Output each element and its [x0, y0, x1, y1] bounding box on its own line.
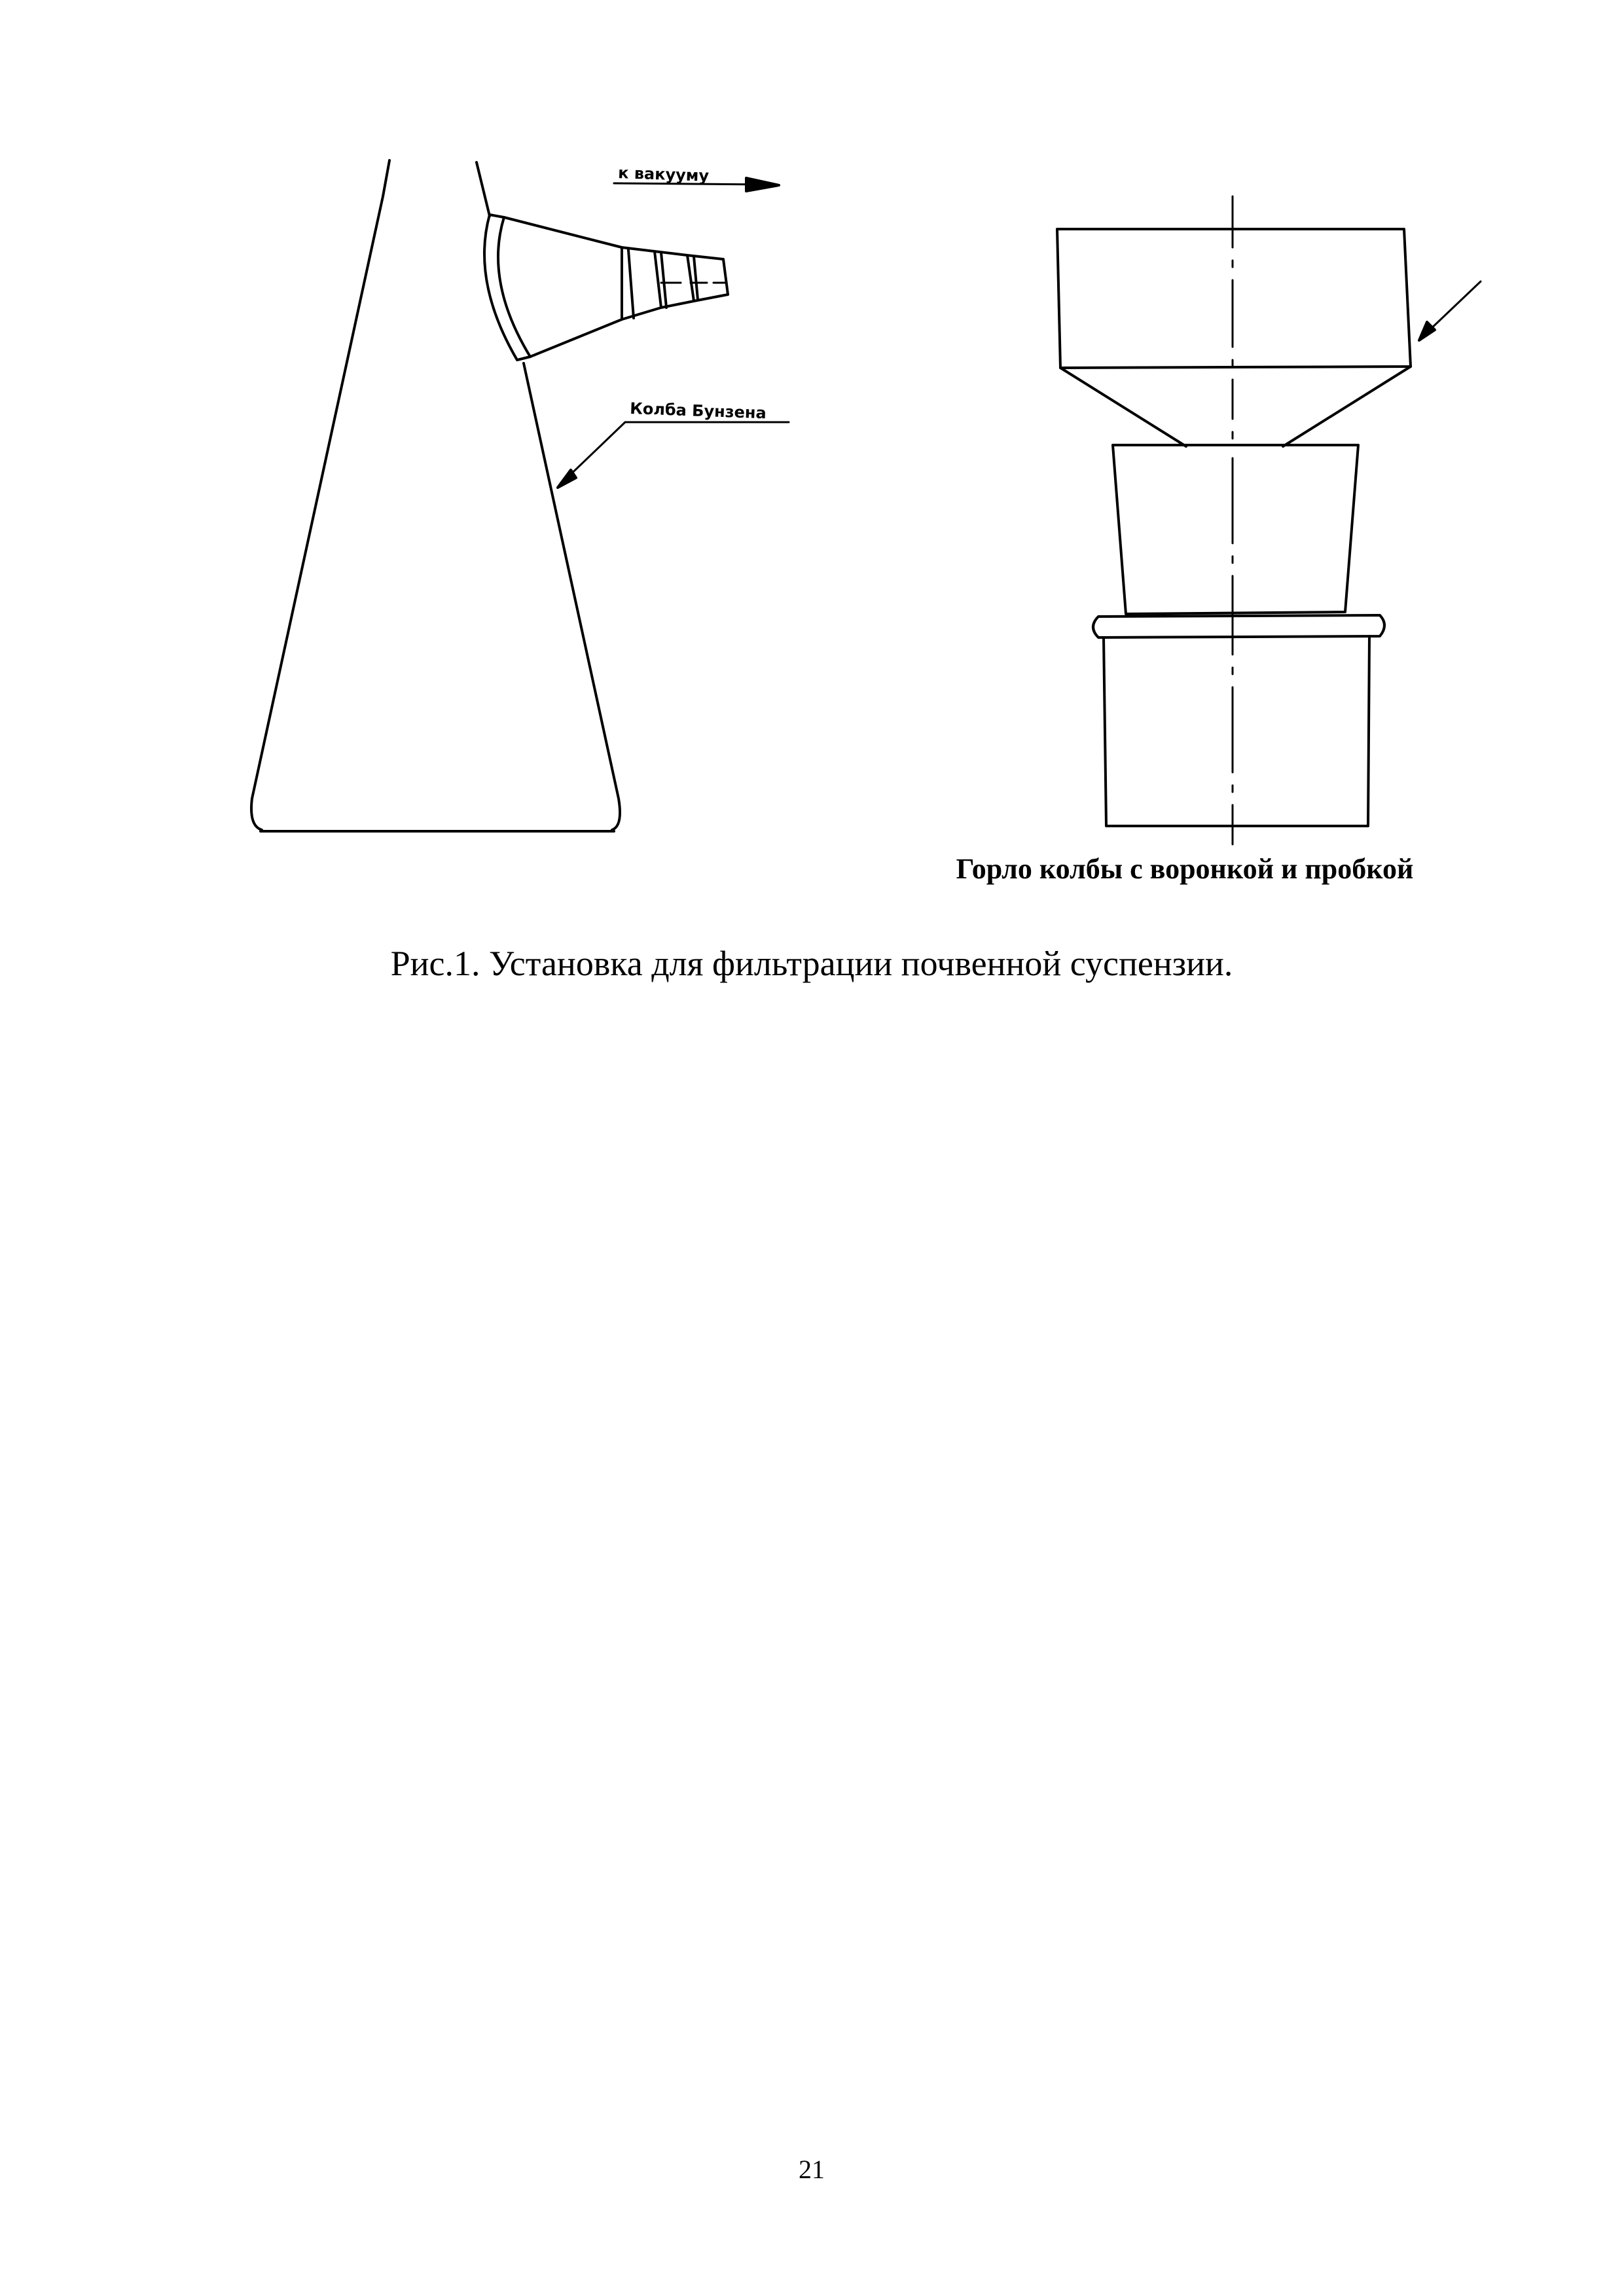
flask-neck-drawing — [1057, 229, 1481, 826]
neck-caption: Горло колбы с воронкой и пробкой — [956, 853, 1414, 885]
side-arm-cone — [504, 217, 622, 357]
filtration-setup-figure — [0, 0, 1624, 916]
flask-label-arrow-head — [558, 470, 576, 488]
funnel-cylinder — [1057, 229, 1411, 368]
vacuum-arrow-head — [746, 178, 779, 191]
neck-rim — [1093, 615, 1384, 637]
neck-tube — [1104, 636, 1369, 826]
funnel-cone — [1060, 367, 1411, 446]
stopper — [1113, 445, 1358, 614]
bunsen-flask-drawing — [251, 160, 789, 831]
flask-right-wall-upper — [477, 162, 490, 216]
flask-left-wall — [251, 160, 389, 830]
hose-barb-line-a — [628, 250, 634, 318]
hose-barb-line-b — [661, 253, 666, 308]
side-arm-base — [484, 215, 530, 360]
funnel-leader-arrow-head — [1419, 322, 1435, 340]
flask-label: Колба Бунзена — [629, 399, 767, 423]
funnel-leader — [1427, 281, 1481, 332]
page-number: 21 — [799, 2155, 825, 2184]
flask-label-leader — [562, 422, 789, 483]
flask-right-wall-lower — [524, 363, 620, 830]
figure-caption: Рис.1. Установка для фильтрации почвенной суспензии. — [390, 944, 1233, 983]
hose-barb-line-c — [694, 257, 698, 300]
vacuum-label: к вакууму — [617, 164, 710, 185]
